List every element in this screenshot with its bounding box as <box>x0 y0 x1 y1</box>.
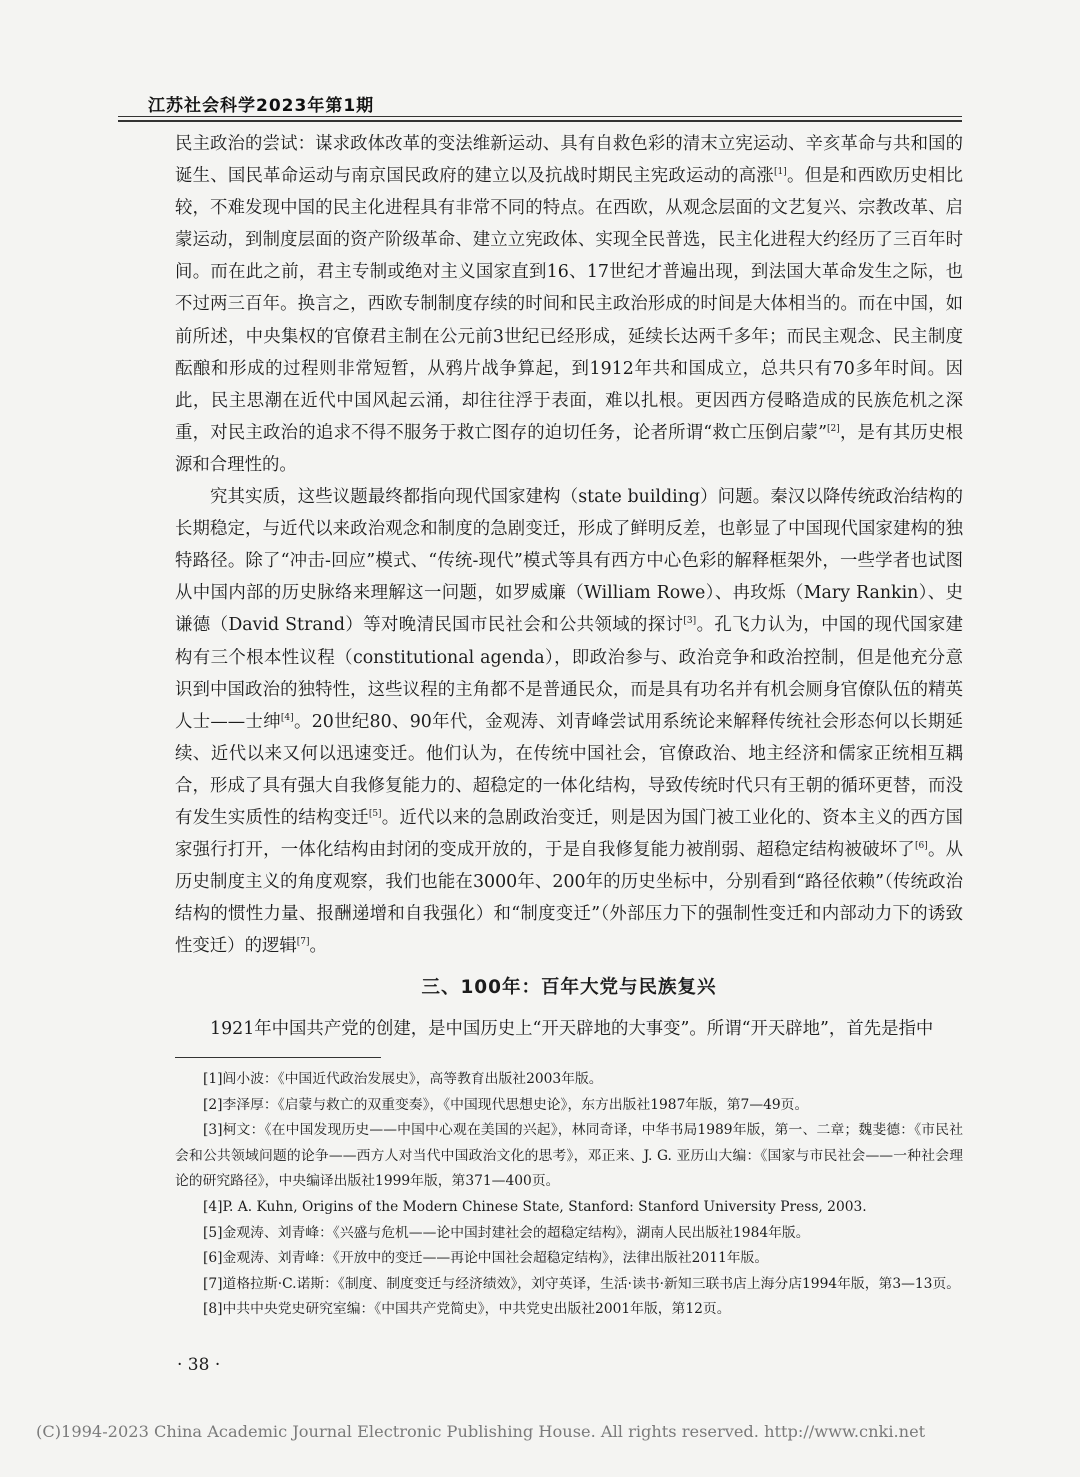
page-number: · 38 · <box>177 1355 221 1375</box>
text-run: 。从历史制度主义的角度观察，我们也能在3000年、200年的历史坐标中，分别看到“路径依赖”（传统政治结构的惯性力量、报酬递增和自我强化）和“制度变迁”（外部压力下的强制性变迁和内部动力下的诱致性变迁）的逻辑 <box>175 840 963 957</box>
footnote-7: [7]道格拉斯·C.诺斯：《制度、制度变迁与经济绩效》，刘守英译，生活·读书·新知三联书店上海分店1994年版，第3—13页。 <box>203 1275 961 1292</box>
paragraph-state-building <box>175 481 963 962</box>
paragraph-continued <box>175 128 963 481</box>
text-run: 。20世纪80、90年代，金观涛、刘青峰尝试用系统论来解释传统社会形态何以长期延续、近代以来又何以迅速变迁。他们认为，在传统中国社会，官僚政治、地主经济和儒家正统相互耦合，形成了具有强大自我修复能力的、超稳定的一体化结构，导致传统时代只有王朝的循环更替，而没有发生实质性的结构变迁 <box>175 711 963 828</box>
citation-marker: [4] <box>280 712 294 723</box>
text-run: 。孔飞力认为，中国的现代国家建构有三个根本性议程（constitutional agenda），即政治参与、政治竞争和政治控制，但是他充分意识到中国政治的独特性，这些议程的主角都不是普通民众，而是具有功名并有机会厕身官僚队伍的精英人士——士绅 <box>175 615 963 732</box>
text-run: 民主政治的尝试：谋求政体改革的变法维新运动、具有自救色彩的清末立宪运动、辛亥革命与共和国的诞生、国民革命运动与南京国民政府的建立以及抗战时期民主宪政运动的高涨 <box>175 134 963 187</box>
footnote-2: [2]李泽厚：《启蒙与救亡的双重变奏》，《中国现代思想史论》，东方出版社1987年版，第7—49页。 <box>203 1096 809 1113</box>
running-header <box>148 91 374 116</box>
footnote-1: [1]闾小波：《中国近代政治发展史》，高等教育出版社2003年版。 <box>203 1071 603 1087</box>
paragraph-party-founding: 1921年中国共产党的创建，是中国历史上“开天辟地的大事变”。所谓“开天辟地”，首先是指中 <box>210 1018 934 1039</box>
citation-marker: [3] <box>683 616 697 627</box>
text-run: ，是有其历史根源和合理性的。 <box>175 422 963 475</box>
footnote-rule <box>175 1057 381 1058</box>
citation-marker: [5] <box>368 808 382 819</box>
footnote-4: [4]P. A. Kuhn, Origins of the Modern Chinese State, Stanford: Stanford University Press, 2003. <box>203 1198 867 1215</box>
footnote-5: [5]金观涛、刘青峰：《兴盛与危机——论中国封建社会的超稳定结构》，湖南人民出版社1984年版。 <box>203 1224 810 1241</box>
footnote-8: [8]中共中央党史研究室编：《中国共产党简史》，中共党史出版社2001年版，第12页。 <box>203 1301 731 1318</box>
citation-marker: [7] <box>296 937 310 948</box>
citation-marker: [2] <box>826 423 840 434</box>
header-rule-thick <box>118 120 962 122</box>
footnotes <box>175 1067 963 1323</box>
citation-marker: [6] <box>915 841 928 852</box>
text-run: 。近代以来的急剧政治变迁，则是因为国门被工业化的、资本主义的西方国家强行打开，一体化结构由封闭的变成开放的，于是自我修复能力被削弱、超稳定结构被破坏了 <box>175 807 963 861</box>
footnote-3: [3]柯文：《在中国发现历史——中国中心观在美国的兴起》，林同奇译，中华书局1989年版，第一、二章；魏斐德：《市民社会和公共领域问题的论争——西方人对当代中国政治文化的思考》，邓正来、J. G. 亚历山大编：《国家与市民社会——一种社会理论的研究路径》，中央编译出版社1999年版，第371—400页。 <box>175 1122 963 1190</box>
text-run: 。 <box>309 936 327 957</box>
text-run: 究其实质，这些议题最终都指向现代国家建构（state building）问题。秦汉以降传统政治结构的长期稳定，与近代以来政治观念和制度的急剧变迁，形成了鲜明反差，也彰显了中国现代国家建构的独特路径。除了“冲击-回应”模式、“传统-现代”模式等具有西方中心色彩的解释框架外，一些学者也试图从中国内部的历史脉络来理解这一问题，如罗威廉（William Rowe）、冉玫烁（Mary Rankin）、史谦德（David Strand）等对晚清民国市民社会和公共领域的探讨 <box>175 487 963 636</box>
citation-marker: [1] <box>774 167 787 178</box>
section-heading: 三、100年：百年大党与民族复兴 <box>421 977 717 999</box>
text-run: 。但是和西欧历史相比较，不难发现中国的民主化进程具有非常不同的特点。在西欧，从观念层面的文艺复兴、宗教改革、启蒙运动，到制度层面的资产阶级革命、建立立宪政体、实现全民普选，民主化进程大约经历了三百年时间。而在此之前，君主专制或绝对主义国家直到16、17世纪才普遍出现，到法国大革命发生之际，也不过两三百年。换言之，西欧专制制度存续的时间和民主政治形成的时间是大体相当的。而在中国，如前所述，中央集权的官僚君主制在公元前3世纪已经形成，延续长达两千多年；而民主观念、民主制度酝酿和形成的过程则非常短暂，从鸦片战争算起，到1912年共和国成立，总共只有70多年时间。因此，民主思潮在近代中国风起云涌，却往往浮于表面，难以扎根。更因西方侵略造成的民族危机之深重，对民主政治的追求不得不服务于救亡图存的迫切任务，论者所谓“救亡压倒启蒙” <box>175 166 963 443</box>
body-text <box>175 128 963 1045</box>
copyright-notice: (C)1994-2023 China Academic Journal Electronic Publishing House. All rights reserved. http://www.cnki.net <box>36 1422 926 1441</box>
journal-name: 江苏社会科学 <box>148 96 256 116</box>
footnote-6: [6]金观涛、刘青峰：《开放中的变迁——再论中国社会超稳定结构》，法律出版社2011年版。 <box>203 1250 769 1267</box>
header-rule <box>118 116 962 117</box>
issue-label: 2023年第1期 <box>256 96 375 116</box>
